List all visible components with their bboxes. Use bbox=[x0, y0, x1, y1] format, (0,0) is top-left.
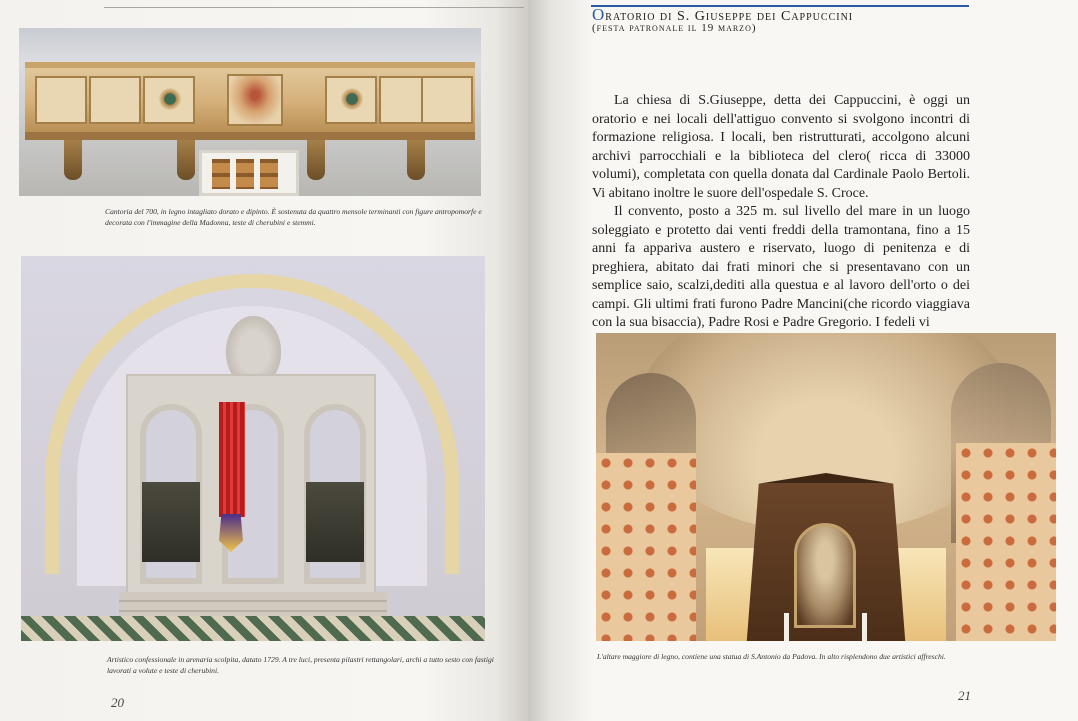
decorated-wall-right bbox=[956, 443, 1056, 641]
top-rule bbox=[104, 7, 524, 8]
window-pane bbox=[212, 159, 230, 189]
bench-right bbox=[306, 482, 364, 562]
page-number-left: 20 bbox=[111, 695, 124, 710]
madonna-panel bbox=[227, 74, 283, 126]
left-page bbox=[0, 0, 528, 721]
window-pane bbox=[236, 159, 254, 189]
confessional-photo bbox=[21, 256, 485, 641]
page-subtitle: (festa patronale il 19 marzo) bbox=[592, 22, 757, 34]
door-window bbox=[199, 150, 299, 196]
paragraph-1: La chiesa di S.Giuseppe, detta dei Cappuccini, è oggi un oratorio e nei locali dell'attiguo convento si svolgono incontri di formazione religiosa. I locali, ben ristrutturati, accolgono alcuni archivi parrocchiali e la biblioteca del clero( ricca di 33000 volumi), completata con quella donata dal Cardinale Paolo Bertoli. Vi abitano inoltre le suore dell'ospedale S. Croce. bbox=[592, 93, 970, 201]
bracket bbox=[407, 140, 425, 180]
balcony-panel bbox=[35, 76, 87, 124]
cantoria-photo bbox=[19, 28, 481, 196]
confessional-body bbox=[126, 374, 376, 594]
confessional-crest bbox=[226, 316, 281, 376]
cantoria-caption: Cantoria del 700, in legno intagliato dorato e dipinto. È sostenuta da quattro mensole terminanti con figure antropomorfe e decorata con l'immagine della Madonna, teste di cherubini e stemmi. bbox=[105, 207, 482, 227]
balcony-panel bbox=[89, 76, 141, 124]
balcony-panel bbox=[421, 76, 473, 124]
article-body bbox=[592, 92, 970, 333]
bracket bbox=[307, 140, 325, 180]
paragraph-2: Il convento, posto a 325 m. sul livello del mare in un luogo soleggiato e protetto dai venti freddi della tramontana, fino a 15 anni fa appariva austero e riservato, luogo di penitenza e di preghiera, abitato dai frati minori che si presentavano con un semplice saio, scalzi,dediti alla questua e al lavoro dell'orto o dei campi. Gli ultimi frati furono Padre Mancini(che ricordo viaggiava con la sua bisaccia), Padre Rosi e Padre Gregorio. I fedeli vi bbox=[592, 204, 970, 330]
candle bbox=[862, 613, 867, 641]
confessional-caption: Artistico confessionale in arenaria scolpita, datato 1729. A tre luci, presenta pilastri rettangolari, archi a tutto sesto con fastigi lavorati a volute e teste di cherubini. bbox=[107, 655, 494, 675]
medallion bbox=[341, 88, 363, 110]
balcony-panel bbox=[143, 76, 195, 124]
page-number-right: 21 bbox=[958, 688, 971, 703]
tiled-floor bbox=[21, 616, 485, 641]
bench-left bbox=[142, 482, 200, 562]
title-text: ratorio di S. Giuseppe dei Cappuccini bbox=[605, 9, 854, 24]
decorated-wall-left bbox=[596, 453, 696, 641]
red-curtain bbox=[219, 402, 245, 517]
bracket bbox=[64, 140, 82, 180]
statue-niche bbox=[794, 523, 856, 628]
medallion bbox=[159, 88, 181, 110]
altar-caption: L'altare maggiore di legno, contiene una statua di S.Antonio da Padova. In alto risplendono due artistici affreschi. bbox=[597, 652, 946, 661]
cantoria-balcony bbox=[25, 62, 475, 140]
candle bbox=[784, 613, 789, 641]
bracket bbox=[177, 140, 195, 180]
balcony-panel bbox=[325, 76, 377, 124]
altar-photo bbox=[596, 333, 1056, 641]
title-initial: O bbox=[592, 5, 606, 24]
window-pane bbox=[260, 159, 278, 189]
